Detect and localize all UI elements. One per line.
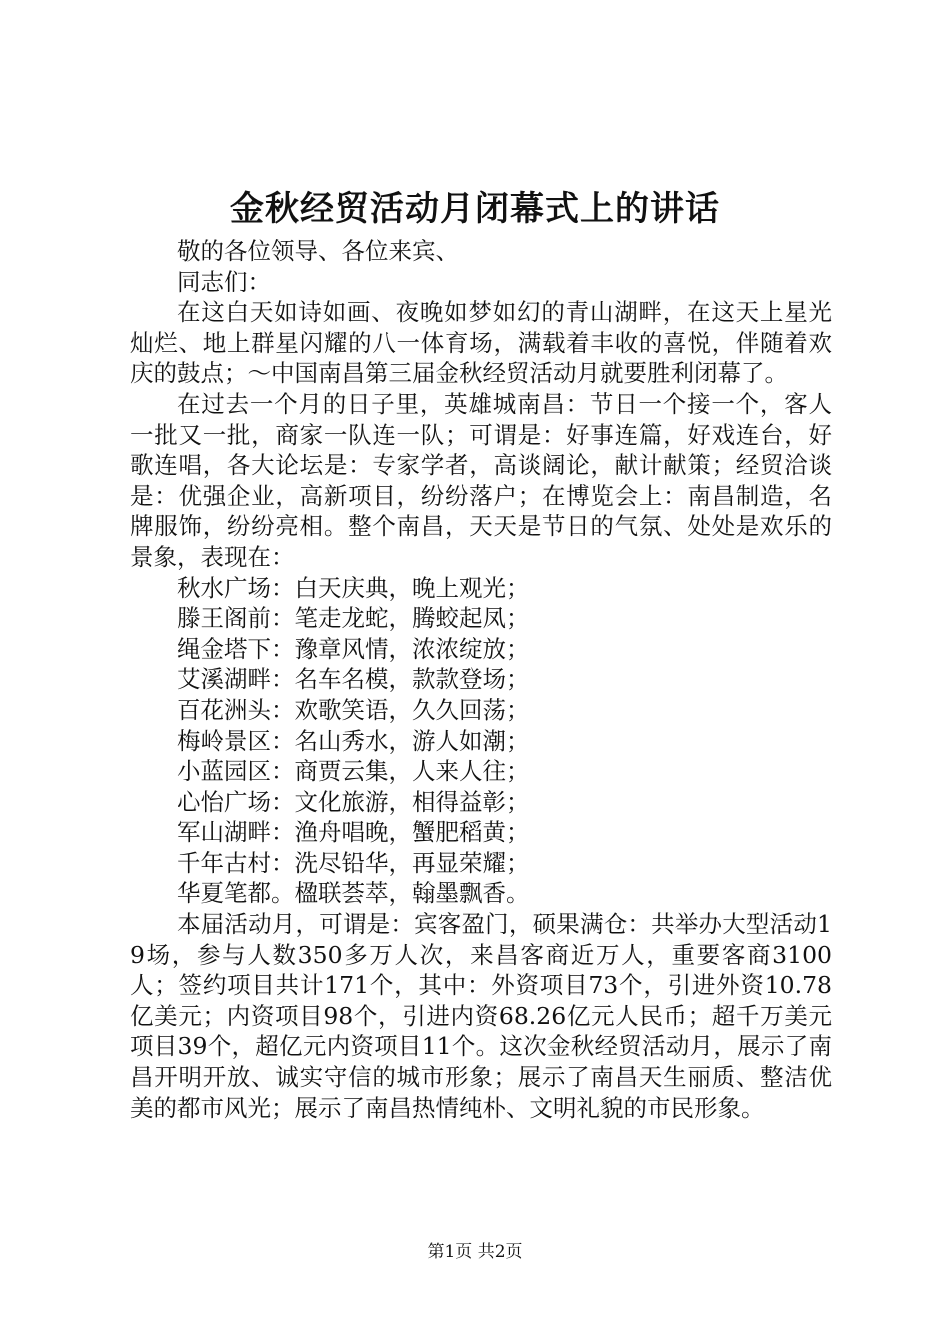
scene-line: 绳金塔下：豫章风情，浓浓绽放； bbox=[177, 634, 530, 663]
page-footer: 第1页 共2页 bbox=[427, 1242, 523, 1262]
paragraph-past-month: 在过去一个月的日子里，英雄城南昌：节日一个接一个，客人一批又一批，商家一队连一队；可谓是：好事连篇，好戏连台，好歌连唱，各大论坛是：专家学者，高谈阔论，献计献策；经贸洽谈是：优强企业，高新项目，纷纷落户；在博览会上：南昌制造，名牌服饰，纷纷亮相。整个南昌，天天是节日的气氛、处处是欢乐的景象，表现在： bbox=[130, 389, 832, 571]
scene-line: 艾溪湖畔：名车名模，款款登场； bbox=[177, 665, 530, 694]
scene-line: 百花洲头：欢歌笑语，久久回荡； bbox=[177, 695, 530, 724]
scene-line: 军山湖畔：渔舟唱晚，蟹肥稻黄； bbox=[177, 818, 530, 847]
paragraph-opening: 在这白天如诗如画、夜晚如梦如幻的青山湖畔，在这天上星光灿烂、地上群星闪耀的八一体育场，满载着丰收的喜悦，伴随着欢庆的鼓点；～中国南昌第三届金秋经贸活动月就要胜利闭幕了。 bbox=[130, 298, 832, 388]
scene-line: 心怡广场：文化旅游，相得益彰； bbox=[177, 787, 530, 816]
scene-line: 秋水广场：白天庆典，晚上观光； bbox=[177, 573, 530, 602]
scene-line: 滕王阁前：笔走龙蛇，腾蛟起凤； bbox=[177, 604, 530, 633]
scene-line: 千年古村：洗尽铅华，再显荣耀； bbox=[177, 848, 530, 877]
salutation-line-2: 同志们： bbox=[177, 267, 271, 296]
scene-line: 梅岭景区：名山秀水，游人如潮； bbox=[177, 726, 530, 755]
scene-line: 华夏笔都。楹联荟萃，翰墨飘香。 bbox=[177, 879, 530, 908]
paragraph-results: 本届活动月，可谓是：宾客盈门，硕果满仓：共举办大型活动19场，参与人数350多万人次，来昌客商近万人，重要客商3100人；签约项目共计171个，其中：外资项目73个，引进外资10.78亿美元；内资项目98个，引进内资68.26亿元人民币；超千万美元项目39个，超亿元内资项目11个。这次金秋经贸活动月，展示了南昌开明开放、诚实守信的城市形象；展示了南昌天生丽质、整洁优美的都市风光；展示了南昌热情纯朴、文明礼貌的市民形象。 bbox=[130, 910, 832, 1122]
salutation-line-1: 敬的各位领导、各位来宾、 bbox=[177, 237, 459, 265]
document-title: 金秋经贸活动月闭幕式上的讲话 bbox=[230, 189, 720, 229]
scene-line: 小蓝园区：商贾云集，人来人往； bbox=[177, 757, 530, 786]
document-body bbox=[130, 236, 832, 1123]
